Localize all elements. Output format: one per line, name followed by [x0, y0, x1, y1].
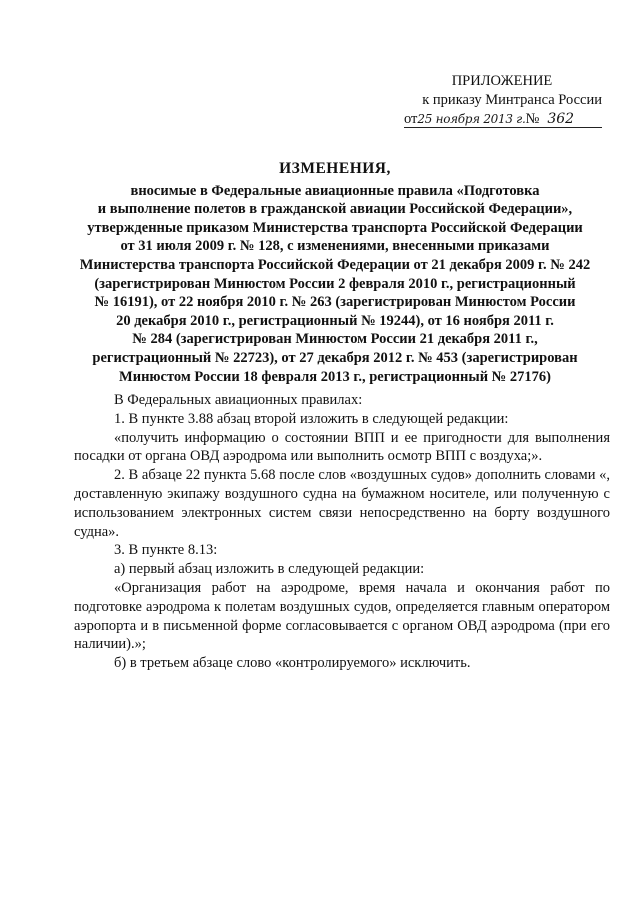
appendix-date-line — [362, 110, 602, 129]
heading-line: № 284 (зарегистрирован Минюстом России 21 декабря 2011 г., — [132, 331, 538, 348]
body-paragraph: «Организация работ на аэродроме, время начала и окончания работ по подготовке аэродрома к полетам воздушных судов, определяется главным оператором аэропорта и в письменной форме согласовывается с органом ОВД аэродрома (при его наличии).»; — [74, 579, 610, 653]
appendix-order-reference: к приказу Минтранса России — [422, 92, 602, 108]
heading-line: регистрационный № 22723), от 27 декабря 2012 г. № 453 (зарегистрирован — [92, 349, 578, 366]
heading-line: утвержденные приказом Министерства транспорта Российской Федерации — [87, 219, 583, 236]
heading-line: от 31 июля 2009 г. № 128, с изменениями, внесенными приказами — [120, 238, 550, 255]
heading-line: вносимые в Федеральные авиационные правила «Подготовка — [130, 182, 540, 199]
heading-line: Министерства транспорта Российской Федерации от 21 декабря 2009 г. № 242 — [79, 256, 591, 273]
appendix-from-label: от — [404, 111, 418, 127]
heading-line: и выполнение полетов в гражданской авиации Российской Федерации», — [97, 201, 573, 218]
heading-line: 20 декабря 2010 г., регистрационный № 19244), от 16 ноября 2011 г. — [116, 312, 554, 329]
body-paragraph: а) первый абзац изложить в следующей редакции: — [114, 561, 425, 578]
appendix-block — [362, 72, 602, 129]
heading-line: (зарегистрирован Минюстом России 2 февраля 2010 г., регистрационный — [94, 275, 576, 292]
handwritten-order-number: 362 — [547, 111, 575, 127]
body-paragraph: «получить информацию о состоянии ВПП и ее пригодности для выполнения посадки от органа ОВД аэродрома или выполнить осмотр ВПП с воздуха;». — [74, 429, 610, 465]
appendix-title: ПРИЛОЖЕНИЕ — [451, 73, 553, 89]
heading-line: № 16191), от 22 ноября 2010 г. № 263 (зарегистрирован Минюстом России — [94, 294, 576, 311]
body-paragraph: 2. В абзаце 22 пункта 5.68 после слов «воздушных судов» дополнить словами «, доставленную экипажу воздушного судна на бумажном носителе, или полученную с использованием электронных систем связи непосредственно на борту воздушного судна». — [74, 467, 610, 540]
body-paragraph: В Федеральных авиационных правилах: — [114, 392, 363, 408]
document-body — [74, 391, 610, 673]
appendix-number-label: № — [525, 111, 540, 127]
body-paragraph: 1. В пункте 3.88 абзац второй изложить в следующей редакции: — [114, 410, 509, 427]
heading-title: ИЗМЕНЕНИЯ, — [279, 160, 391, 177]
document-heading — [60, 160, 610, 386]
handwritten-date: 25 ноября 2013 г. — [417, 112, 526, 126]
date-underline — [404, 127, 602, 128]
heading-line: Минюстом России 18 февраля 2013 г., регистрационный № 27176) — [119, 368, 551, 385]
body-paragraph: б) в третьем абзаце слово «контролируемого» исключить. — [114, 655, 471, 672]
body-paragraph: 3. В пункте 8.13: — [114, 542, 218, 559]
